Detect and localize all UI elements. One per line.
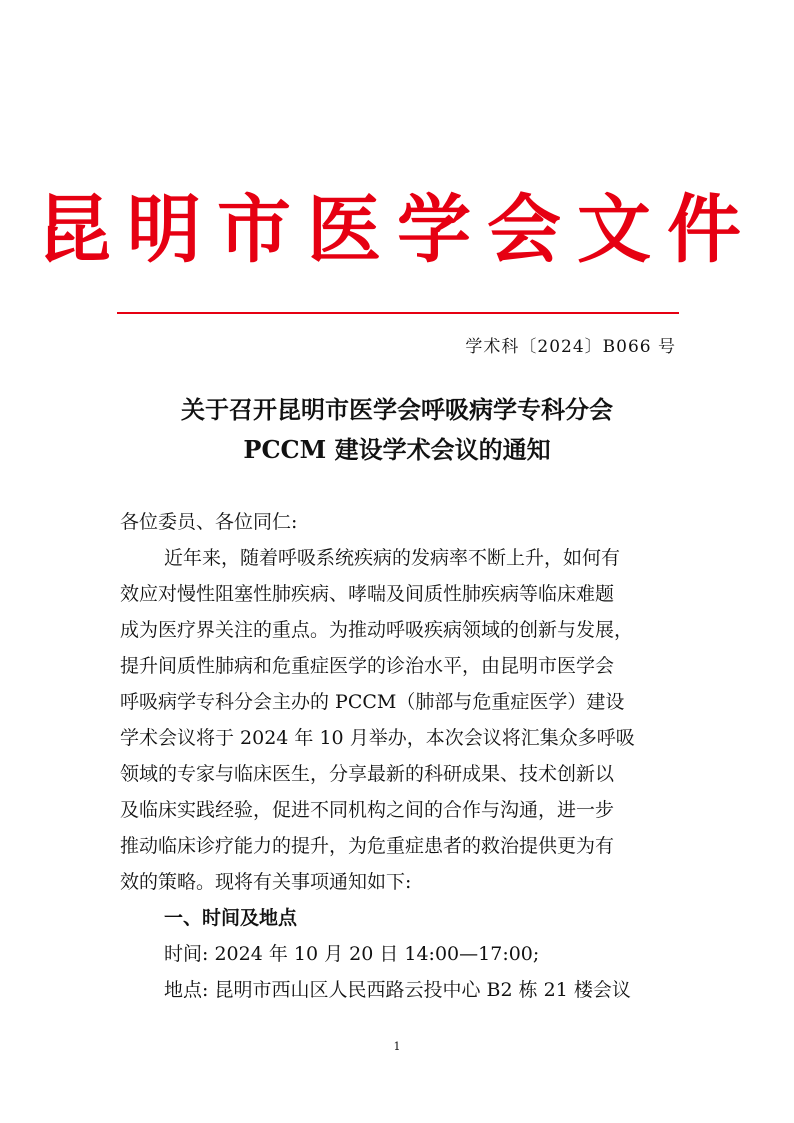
section-heading-time-location: 一、时间及地点: [164, 907, 298, 929]
notice-title: [0, 390, 794, 470]
body-line: 成为医疗界关注的重点。为推动呼吸疾病领域的创新与发展，: [120, 619, 634, 641]
body-line: 提升间质性肺病和危重症医学的诊治水平，由昆明市医学会: [120, 655, 615, 677]
salutation: 各位委员、各位同仁:: [120, 511, 298, 533]
notice-title-line-1: 关于召开昆明市医学会呼吸病学专科分会: [181, 395, 613, 424]
meeting-time: 时间: 2024 年 10 月 20 日 14:00—17:00;: [164, 943, 540, 965]
body-line: 近年来，随着呼吸系统疾病的发病率不断上升，如何有: [164, 547, 621, 569]
notice-body: [120, 504, 680, 1008]
body-line: 效应对慢性阻塞性肺疾病、哮喘及间质性肺疾病等临床难题: [120, 583, 615, 605]
notice-title-line-2: PCCM 建设学术会议的通知: [243, 435, 551, 464]
page-number: 1: [393, 1040, 401, 1053]
body-line: 呼吸病学专科分会主办的 PCCM（肺部与危重症医学）建设: [120, 691, 625, 713]
body-line: 推动临床诊疗能力的提升，为危重症患者的救治提供更为有: [120, 835, 615, 857]
red-divider-line: [117, 312, 679, 314]
meeting-location: 地点: 昆明市西山区人民西路云投中心 B2 栋 21 楼会议: [164, 979, 631, 1001]
document-masthead: 昆明市医学会文件: [37, 187, 757, 273]
body-line: 效的策略。现将有关事项通知如下:: [120, 871, 412, 893]
body-line: 学术会议将于 2024 年 10 月举办，本次会议将汇集众多呼吸: [120, 727, 635, 749]
body-line: 领域的专家与临床医生，分享最新的科研成果、技术创新以: [120, 763, 615, 785]
body-line: 及临床实践经验，促进不同机构之间的合作与沟通，进一步: [120, 799, 615, 821]
document-number: 学术科〔2024〕B066 号: [465, 337, 676, 357]
